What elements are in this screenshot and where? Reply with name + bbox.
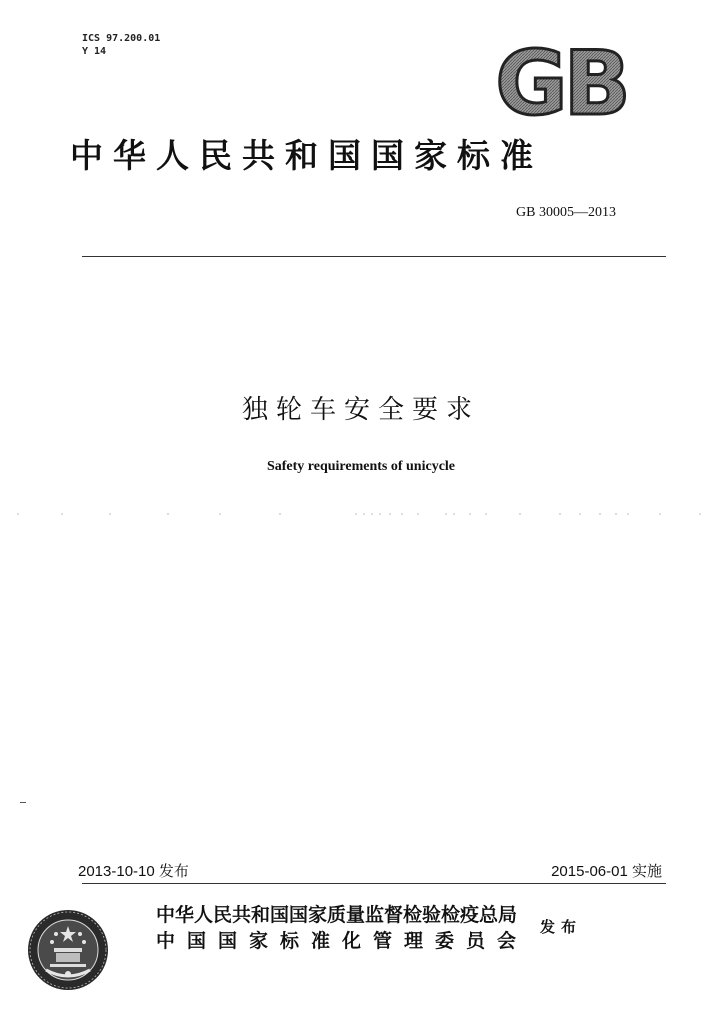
document-title-en: Safety requirements of unicycle [266,459,456,474]
scan-mark [20,802,26,803]
ics-code: ICS 97.200.01 [82,33,161,44]
issuer-aqsiq: 中华人民共和国国家质量监督检验检疫总局 [156,904,518,926]
gb-logo [486,38,636,122]
document-title-cn: 独轮车安全要求 [241,395,480,425]
header-divider [82,256,666,257]
implementation-date: 2015-06-01 实施 [551,863,662,880]
standard-code: GB 30005—2013 [516,205,616,220]
footer-divider [82,883,666,884]
standard-title: 中华人民共和国国家标准 [70,136,543,175]
national-emblem-seal [26,908,110,992]
ccs-code: Y 14 [82,46,107,57]
scan-noise [0,512,722,516]
issue-date: 2013-10-10 发布 [78,863,189,880]
publish-label: 发布 [540,918,583,936]
classification-codes [82,32,160,58]
issuer-sac: 中国国家标准化管理委员会 [156,930,529,952]
gb-logo-text: GB [495,38,627,122]
